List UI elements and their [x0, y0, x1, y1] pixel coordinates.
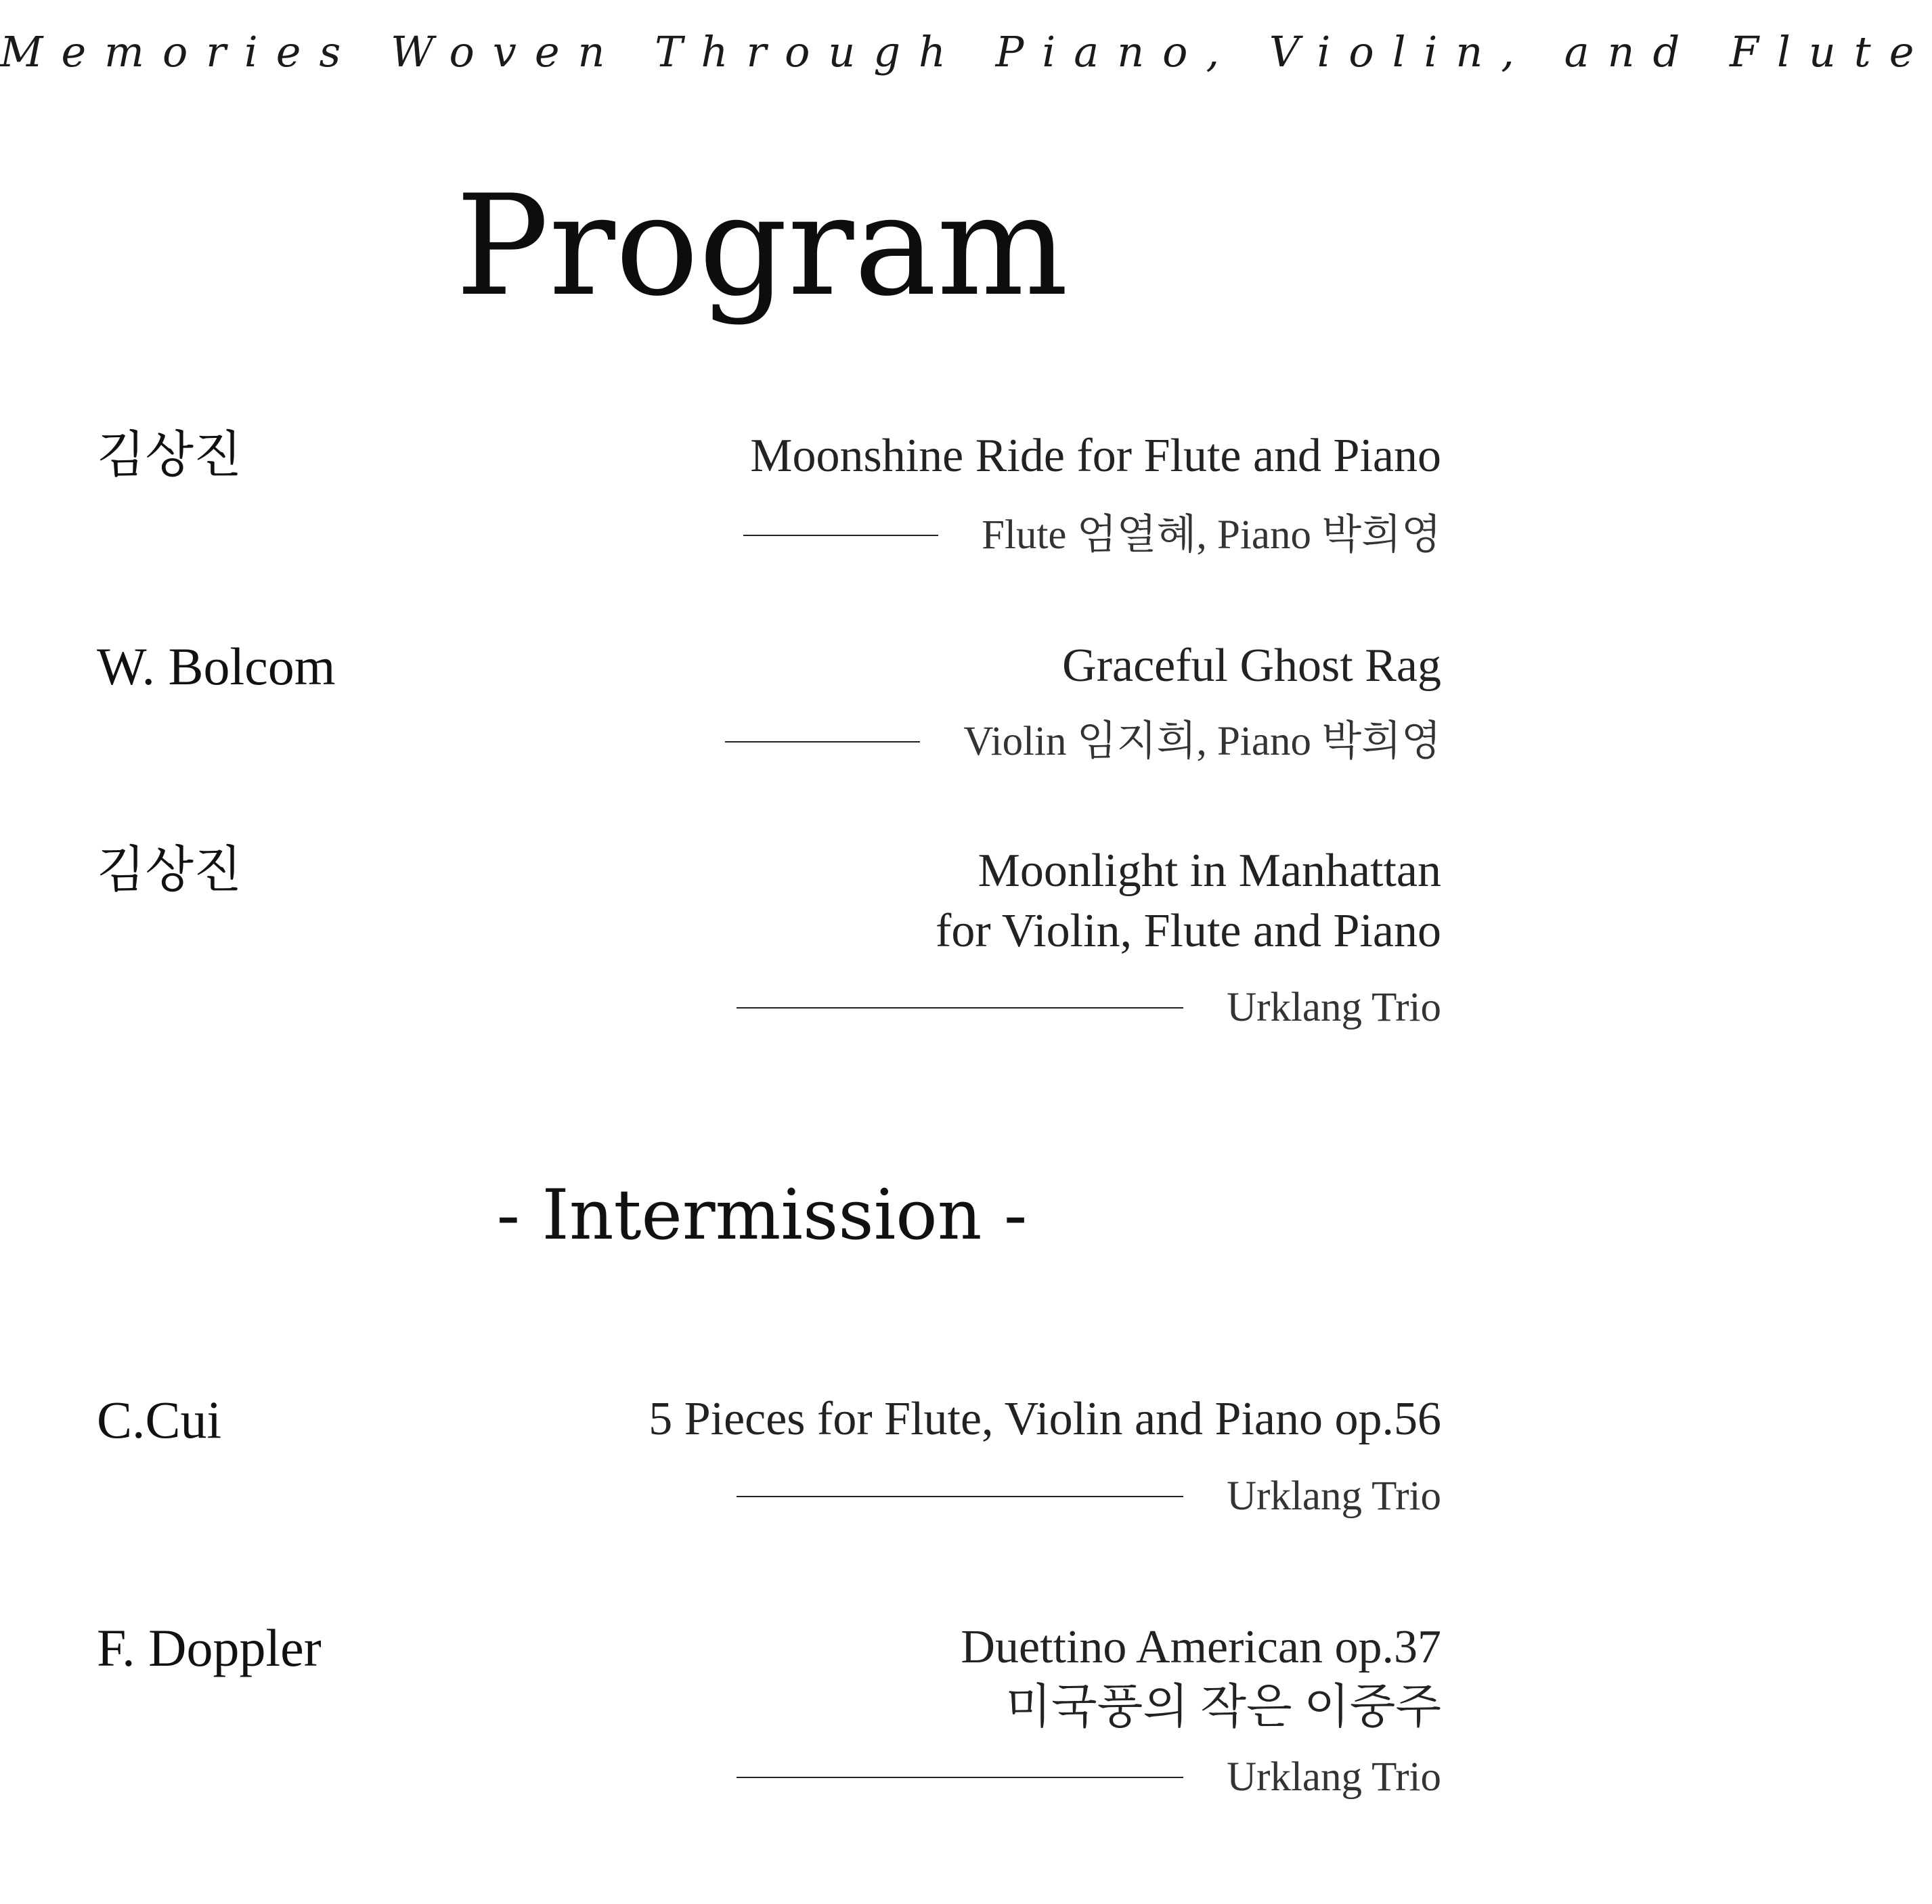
divider-line-5 [737, 1777, 1183, 1778]
composer-5: F. Doppler [97, 1618, 322, 1677]
piece-title-2-line-1: Graceful Ghost Rag [1062, 640, 1441, 692]
performers-4: Urklang Trio [1227, 1474, 1441, 1519]
piece-title-2 [1062, 636, 1441, 696]
divider-line-3 [737, 1007, 1183, 1009]
piece-title-3 [936, 841, 1441, 962]
piece-title-1 [750, 426, 1441, 487]
performers-1: Flute 엄열혜, Piano 박희영 [982, 512, 1441, 558]
performers-3: Urklang Trio [1227, 985, 1441, 1030]
performer-row-5 [737, 1756, 1441, 1798]
divider-line-2 [725, 741, 920, 743]
performer-row-1 [743, 514, 1441, 556]
performer-row-2 [725, 721, 1441, 762]
piece-title-5-line-1: Duettino American op.37 [961, 1621, 1441, 1673]
performers-5: Urklang Trio [1227, 1754, 1441, 1800]
composer-1: 김상진 [97, 426, 242, 484]
page-title: Program [455, 166, 1069, 327]
performer-row-3 [737, 987, 1441, 1028]
piece-title-4-line-1: 5 Pieces for Flute, Violin and Piano op.56 [649, 1393, 1441, 1445]
header-subtitle: Memories Woven Through Piano, Violin, and Flute [0, 27, 1932, 76]
composer-4: C.Cui [97, 1390, 222, 1449]
intermission-label: - Intermission - [496, 1175, 1028, 1256]
divider-line-4 [737, 1496, 1183, 1497]
performer-row-4 [737, 1476, 1441, 1517]
performers-2: Violin 임지희, Piano 박희영 [963, 719, 1441, 764]
piece-title-3-line-1: Moonlight in Manhattan [978, 845, 1441, 897]
piece-title-4 [649, 1390, 1441, 1450]
composer-3: 김상진 [97, 841, 242, 899]
divider-line-1 [743, 535, 938, 536]
piece-title-1-line-1: Moonshine Ride for Flute and Piano [750, 430, 1441, 482]
piece-title-3-line-2: for Violin, Flute and Piano [936, 904, 1441, 957]
piece-title-5 [961, 1618, 1441, 1738]
composer-2: W. Bolcom [97, 637, 336, 696]
piece-title-5-line-2: 미국풍의 작은 이중주 [1005, 1681, 1441, 1733]
